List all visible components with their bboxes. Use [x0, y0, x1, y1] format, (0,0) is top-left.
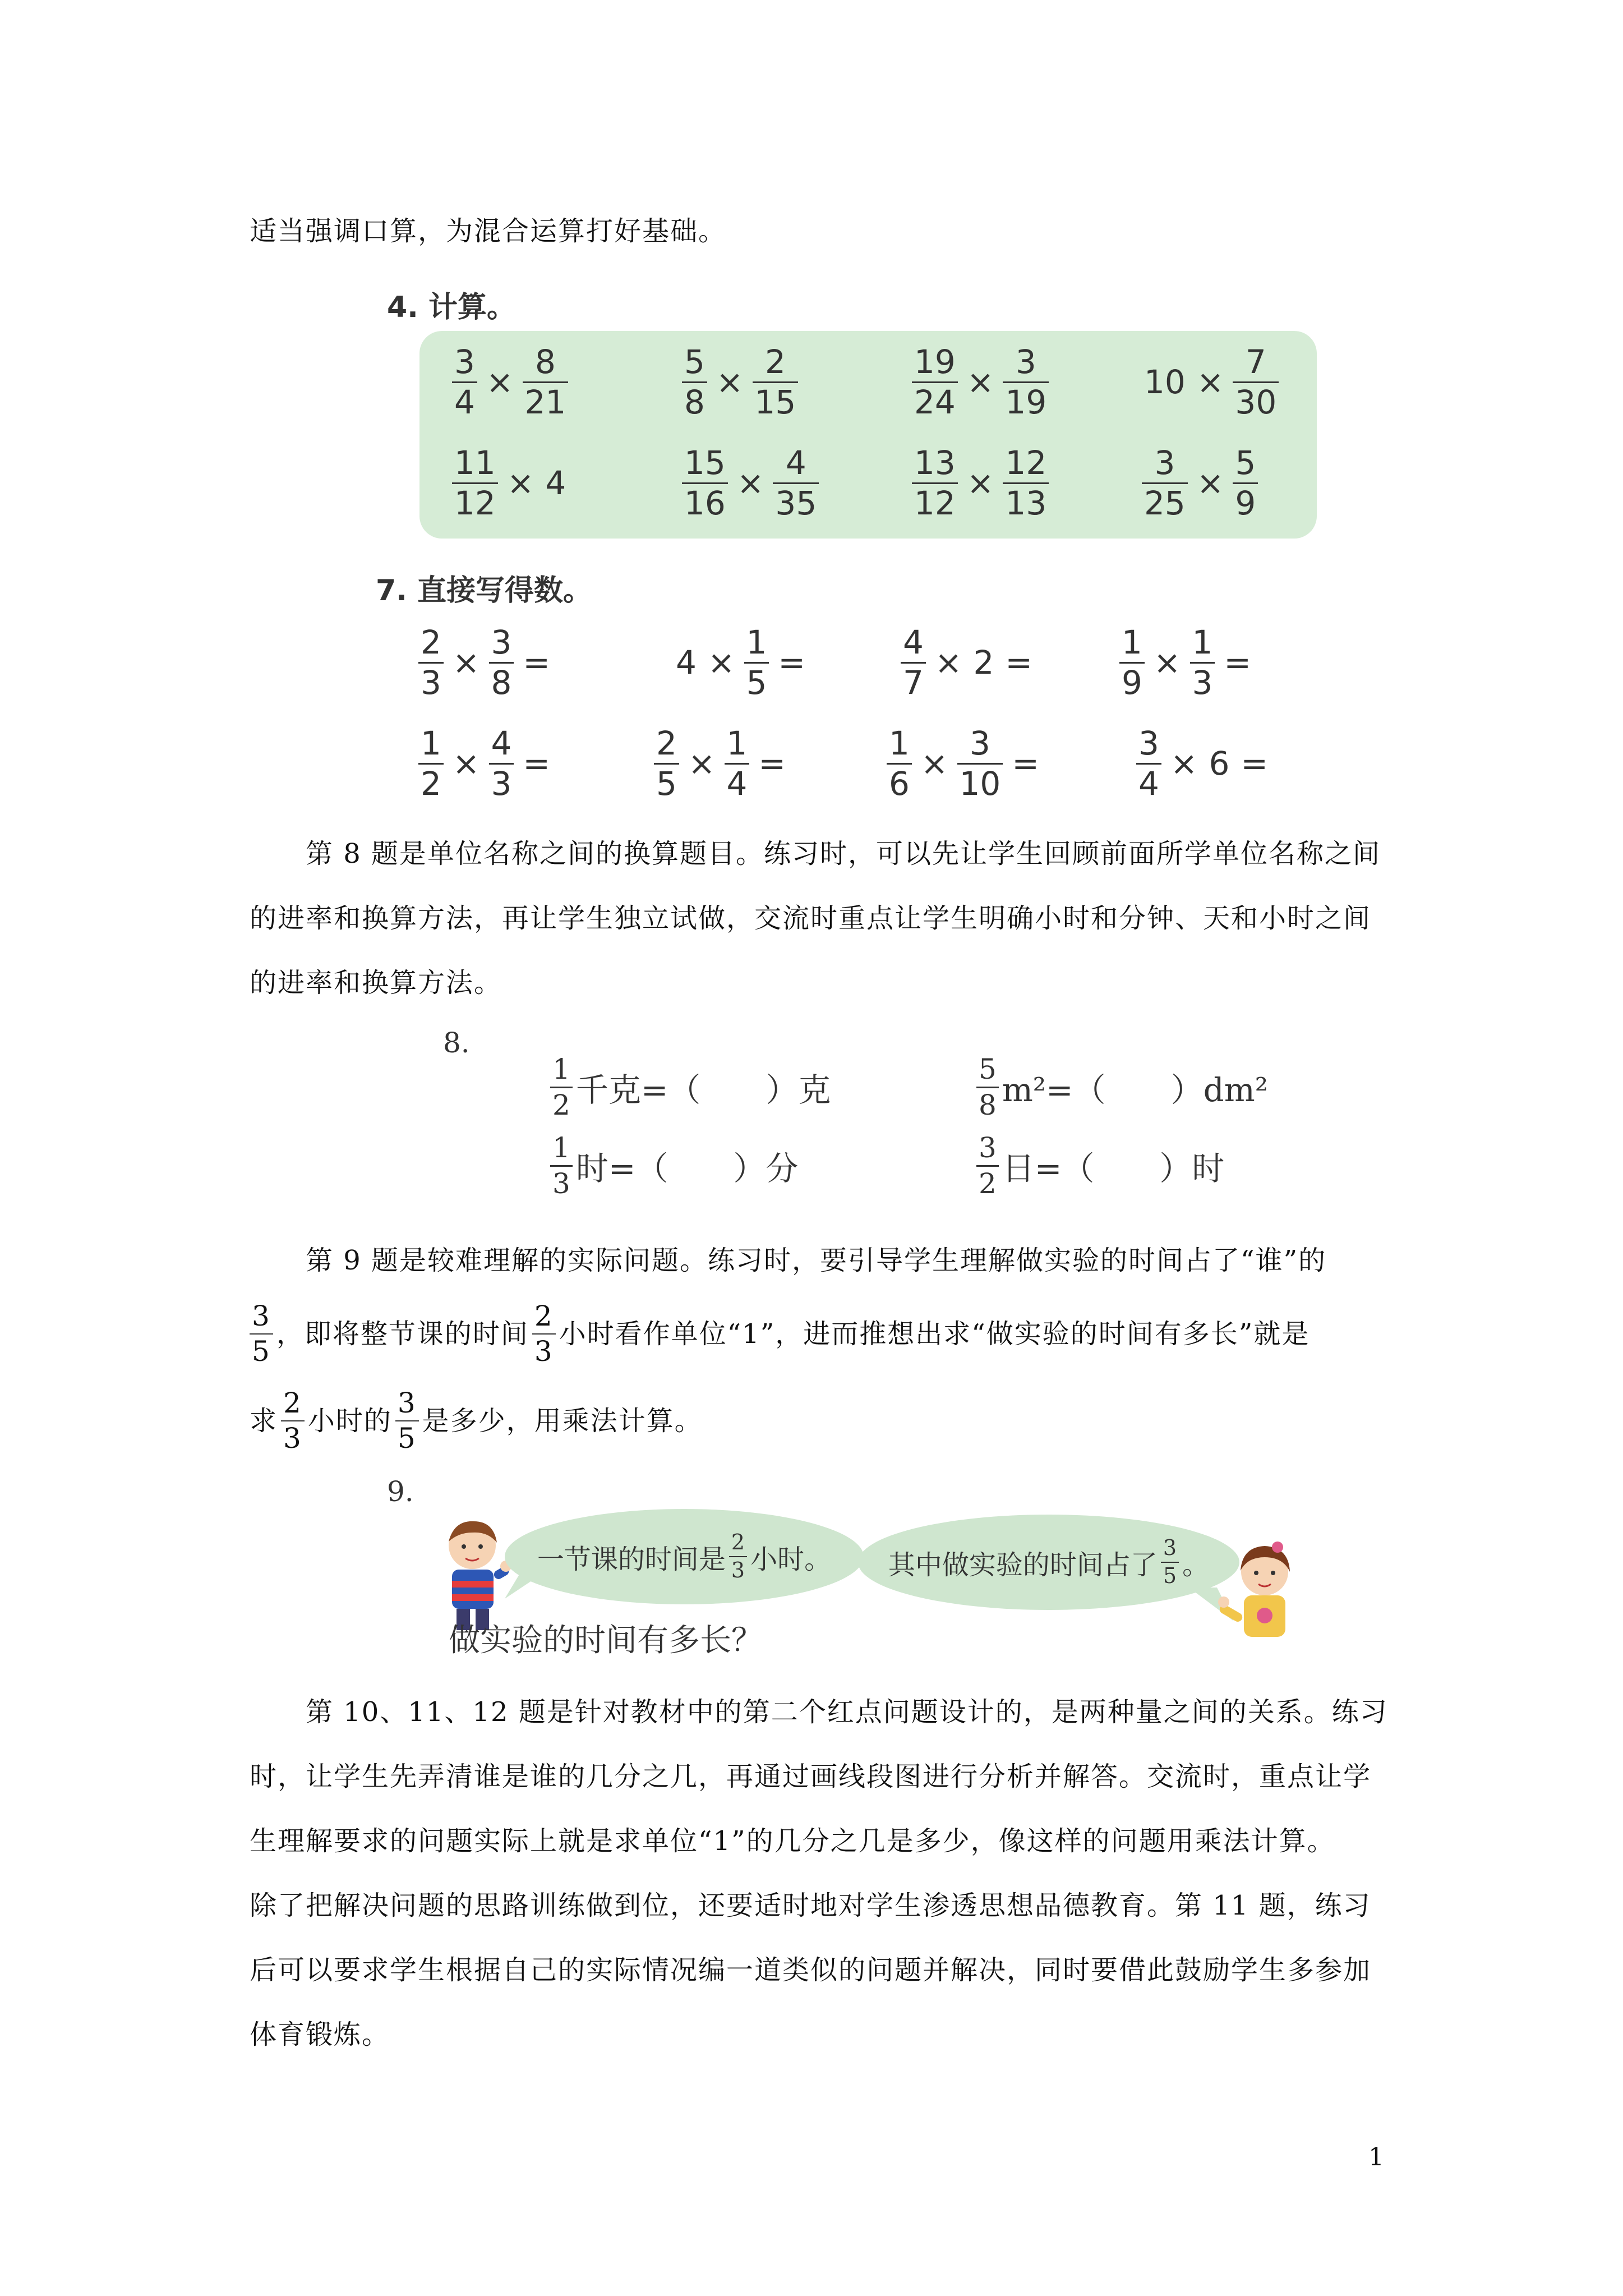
- times-sign: ×: [1196, 464, 1224, 503]
- bubble1-tail: 小时。: [750, 1543, 832, 1575]
- fraction-b: [489, 726, 514, 801]
- times-sign: ×: [1196, 363, 1224, 402]
- denominator: 35: [775, 484, 817, 522]
- p9-fraction-2-3-b: [281, 1388, 305, 1453]
- denominator: 24: [914, 383, 956, 421]
- q4-expression-4: [1138, 345, 1282, 420]
- speech-bubble-boy: [505, 1509, 864, 1604]
- times-sign: ×: [1153, 643, 1181, 682]
- equals-sign: =: [1241, 744, 1269, 783]
- denominator: 15: [754, 383, 796, 421]
- fraction-a: [452, 345, 477, 420]
- numerator: 3: [491, 623, 512, 661]
- times-sign: ×: [707, 643, 735, 682]
- denominator: 4: [454, 383, 475, 421]
- numerator: 19: [914, 343, 956, 381]
- numerator: 1: [1122, 623, 1142, 661]
- numerator: 3: [397, 1387, 417, 1419]
- p9-line-3-text-a: 求: [250, 1405, 278, 1437]
- fraction-a: [682, 446, 728, 521]
- denominator: 2: [552, 1088, 570, 1121]
- q4-expression-3: [909, 345, 1052, 420]
- bubble1-fraction: [729, 1531, 747, 1582]
- p8-line-3: 的进率和换算方法。: [250, 967, 502, 999]
- equals-sign: =: [1005, 643, 1033, 682]
- p9-line-3-text-b: 小时的: [307, 1405, 392, 1437]
- fraction-a: [418, 625, 444, 700]
- times-sign: ×: [716, 363, 744, 402]
- denominator: 3: [283, 1421, 302, 1455]
- denominator: 3: [421, 663, 441, 702]
- fraction-b: [1003, 446, 1049, 521]
- times-sign: ×: [688, 744, 716, 783]
- q8-item-2-text: m²=（ ）dm²: [1002, 1071, 1269, 1109]
- fraction-b: [744, 625, 769, 700]
- fraction-b: [523, 345, 569, 420]
- denominator: 16: [684, 484, 726, 522]
- p9-line-2-text-b: 小时看作单位“1”，进而推想出求“做实验的时间有多长”就是: [559, 1318, 1310, 1350]
- times-sign: ×: [486, 363, 514, 402]
- q8-item-4-fraction: [976, 1133, 999, 1198]
- fraction-a: [1136, 726, 1161, 801]
- denominator: 21: [524, 383, 566, 421]
- numerator: 3: [979, 1131, 997, 1164]
- q8-item-3: [547, 1133, 798, 1198]
- fraction-a: [887, 726, 912, 801]
- numerator: 3: [1138, 724, 1159, 762]
- bubble2-tail: 。: [1182, 1549, 1210, 1581]
- p9-fraction-2-3: [532, 1301, 556, 1366]
- numerator: 11: [454, 444, 496, 482]
- numerator: 2: [283, 1387, 302, 1419]
- q8-item-4-text: 日=（ ）时: [1002, 1149, 1225, 1188]
- p9-line-2-text-a: ，即将整节课的时间: [276, 1318, 529, 1350]
- denominator: 5: [397, 1421, 417, 1455]
- q4-expression-8: [1138, 446, 1261, 521]
- fraction-b: [725, 726, 750, 801]
- fraction-a: [452, 446, 498, 521]
- p9-line-3: [250, 1388, 703, 1453]
- numerator: 13: [914, 444, 956, 482]
- denominator: 2: [979, 1167, 997, 1200]
- fraction-b: [957, 726, 1003, 801]
- p9-fraction-3-5-b: [395, 1388, 419, 1453]
- numerator: 1: [421, 724, 441, 762]
- q8-item-1-text: 千克=（ ）克: [575, 1071, 831, 1109]
- q7-title: 7. 直接写得数。: [376, 574, 593, 608]
- denominator: 4: [726, 764, 748, 803]
- denominator: 5: [746, 663, 767, 702]
- numerator: 2: [731, 1530, 745, 1555]
- q8-item-1: [547, 1055, 831, 1120]
- denominator: 25: [1144, 484, 1186, 522]
- numerator: 1: [552, 1131, 570, 1164]
- q8-item-1-fraction: [550, 1055, 573, 1120]
- fraction-b: [489, 625, 514, 700]
- numerator: 1: [889, 724, 910, 762]
- q4-expression-5: [449, 446, 571, 521]
- q7-expression-1: [415, 625, 556, 700]
- numerator: 3: [1015, 343, 1036, 381]
- times-sign: ×: [506, 464, 534, 503]
- denominator: 6: [889, 764, 910, 803]
- p8-line-1: 第 8 题是单位名称之间的换算题目。练习时，可以先让学生回顾前面所学单位名称之间: [306, 838, 1381, 869]
- p9-line-1: 第 9 题是较难理解的实际问题。练习时，要引导学生理解做实验的时间占了“谁”的: [306, 1245, 1327, 1276]
- fraction-b: [1190, 625, 1215, 700]
- fraction-a: [654, 726, 679, 801]
- p10-line-2: 时，让学生先弄清谁是谁的几分之几，再通过画线段图进行分析并解答。交流时，重点让学: [250, 1761, 1372, 1792]
- denominator: 9: [1235, 484, 1256, 522]
- page-number: 1: [1368, 2143, 1384, 2171]
- numerator: 3: [1154, 444, 1175, 482]
- fraction-a: [912, 446, 958, 521]
- text-line-1: 适当强调口算，为混合运算打好基础。: [250, 215, 727, 247]
- numerator: 2: [764, 343, 786, 381]
- fraction-b: [1233, 446, 1258, 521]
- q7-expression-4: [1116, 625, 1257, 700]
- denominator: 3: [731, 1558, 745, 1582]
- denominator: 8: [491, 663, 512, 702]
- fraction-b: [753, 345, 799, 420]
- numerator: 1: [726, 724, 748, 762]
- fraction-b: [773, 446, 819, 521]
- fraction-b: [1003, 345, 1049, 420]
- q7-expression-8: [1133, 726, 1274, 801]
- q9-question: 做实验的时间有多长？: [449, 1622, 763, 1659]
- q8-item-4: [973, 1133, 1224, 1198]
- numerator: 8: [534, 343, 556, 381]
- denominator: 8: [684, 383, 705, 421]
- p9-line-3-text-c: 是多少，用乘法计算。: [422, 1405, 703, 1437]
- times-sign: ×: [1170, 744, 1198, 783]
- times-sign: ×: [934, 643, 962, 682]
- denominator: 3: [491, 764, 512, 803]
- times-sign: ×: [920, 744, 948, 783]
- whole-number: 4: [545, 464, 566, 503]
- numerator: 2: [656, 724, 677, 762]
- fraction-a: [912, 345, 958, 420]
- denominator: 8: [979, 1088, 997, 1121]
- denominator: 3: [534, 1335, 554, 1368]
- p9-fraction-3-5: [250, 1301, 273, 1366]
- fraction-a: [1142, 446, 1188, 521]
- denominator: 5: [656, 764, 677, 803]
- numerator: 5: [1235, 444, 1256, 482]
- times-sign: ×: [966, 363, 994, 402]
- numerator: 3: [969, 724, 990, 762]
- numerator: 12: [1005, 444, 1047, 482]
- fraction-b: [1233, 345, 1279, 420]
- denominator: 13: [1005, 484, 1047, 522]
- denominator: 3: [552, 1167, 570, 1200]
- bubble2-text: 其中做实验的时间占了: [888, 1549, 1158, 1581]
- fraction-a: [682, 345, 707, 420]
- numerator: 4: [491, 724, 512, 762]
- whole-number: 10: [1144, 363, 1186, 402]
- denominator: 10: [959, 764, 1001, 803]
- denominator: 7: [903, 663, 924, 702]
- whole-number: 4: [676, 643, 697, 682]
- bubble1-text: 一节课的时间是: [537, 1543, 726, 1575]
- denominator: 5: [1163, 1563, 1177, 1588]
- q8-item-3-fraction: [550, 1133, 573, 1198]
- q7-expression-3: [897, 625, 1038, 700]
- times-sign: ×: [736, 464, 764, 503]
- q8-title: 8.: [443, 1027, 470, 1059]
- q7-expression-5: [415, 726, 556, 801]
- q9-title: 9.: [387, 1475, 414, 1508]
- numerator: 3: [252, 1300, 271, 1332]
- times-sign: ×: [966, 464, 994, 503]
- denominator: 12: [914, 484, 956, 522]
- denominator: 2: [421, 764, 441, 803]
- numerator: 1: [1192, 623, 1213, 661]
- boy-illustration: [432, 1515, 516, 1632]
- equals-sign: =: [1012, 744, 1039, 783]
- denominator: 5: [252, 1335, 271, 1368]
- bubble2-fraction: [1161, 1537, 1179, 1588]
- numerator: 7: [1245, 343, 1266, 381]
- denominator: 12: [454, 484, 496, 522]
- numerator: 4: [903, 623, 924, 661]
- numerator: 4: [785, 444, 806, 482]
- bubble1-pointer: [505, 1571, 544, 1604]
- numerator: 15: [684, 444, 726, 482]
- q4-expression-7: [909, 446, 1052, 521]
- denominator: 30: [1235, 383, 1277, 421]
- fraction-a: [1119, 625, 1145, 700]
- p10-line-3: 生理解要求的问题实际上就是求单位“1”的几分之几是多少，像这样的问题用乘法计算。: [250, 1825, 1335, 1857]
- equals-sign: =: [758, 744, 786, 783]
- numerator: 1: [552, 1053, 570, 1085]
- denominator: 19: [1005, 383, 1047, 421]
- q4-expression-2: [679, 345, 801, 420]
- q8-item-2-fraction: [976, 1055, 999, 1120]
- q8-item-3-text: 时=（ ）分: [575, 1149, 799, 1188]
- p9-line-2: [250, 1301, 1310, 1366]
- whole-number: 6: [1209, 744, 1230, 783]
- equals-sign: =: [523, 643, 551, 682]
- p10-line-5: 后可以要求学生根据自己的实际情况编一道类似的问题并解决，同时要借此鼓励学生多参加: [250, 1954, 1372, 1986]
- times-sign: ×: [452, 744, 480, 783]
- p10-line-6: 体育锻炼。: [250, 2019, 390, 2050]
- q8-item-2: [973, 1055, 1268, 1120]
- fraction-a: [418, 726, 444, 801]
- numerator: 5: [979, 1053, 997, 1085]
- p10-line-1: 第 10、11、12 题是针对教材中的第二个红点问题设计的，是两种量之间的关系。练习: [306, 1696, 1388, 1728]
- fraction-a: [901, 625, 926, 700]
- numerator: 1: [746, 623, 767, 661]
- p10-line-4: 除了把解决问题的思路训练做到位，还要适时地对学生渗透思想品德教育。第 11 题，练习: [250, 1890, 1371, 1921]
- q7-expression-6: [651, 726, 791, 801]
- denominator: 9: [1122, 663, 1142, 702]
- q7-expression-2: [670, 625, 811, 700]
- numerator: 3: [454, 343, 475, 381]
- equals-sign: =: [1224, 643, 1252, 682]
- girl-illustration: [1211, 1537, 1307, 1649]
- numerator: 2: [421, 623, 441, 661]
- q4-expression-6: [679, 446, 822, 521]
- numerator: 3: [1163, 1535, 1177, 1561]
- denominator: 3: [1192, 663, 1213, 702]
- numerator: 2: [534, 1300, 554, 1332]
- denominator: 4: [1138, 764, 1159, 803]
- equals-sign: =: [523, 744, 551, 783]
- q4-title: 4. 计算。: [387, 291, 517, 324]
- p8-line-2: 的进率和换算方法，再让学生独立试做，交流时重点让学生明确小时和分钟、天和小时之间: [250, 903, 1372, 934]
- numerator: 5: [684, 343, 705, 381]
- q4-expression-1: [449, 345, 571, 420]
- equals-sign: =: [778, 643, 806, 682]
- times-sign: ×: [452, 643, 480, 682]
- speech-bubble-girl: [858, 1515, 1239, 1610]
- whole-number: 2: [973, 643, 994, 682]
- q7-expression-7: [883, 726, 1045, 801]
